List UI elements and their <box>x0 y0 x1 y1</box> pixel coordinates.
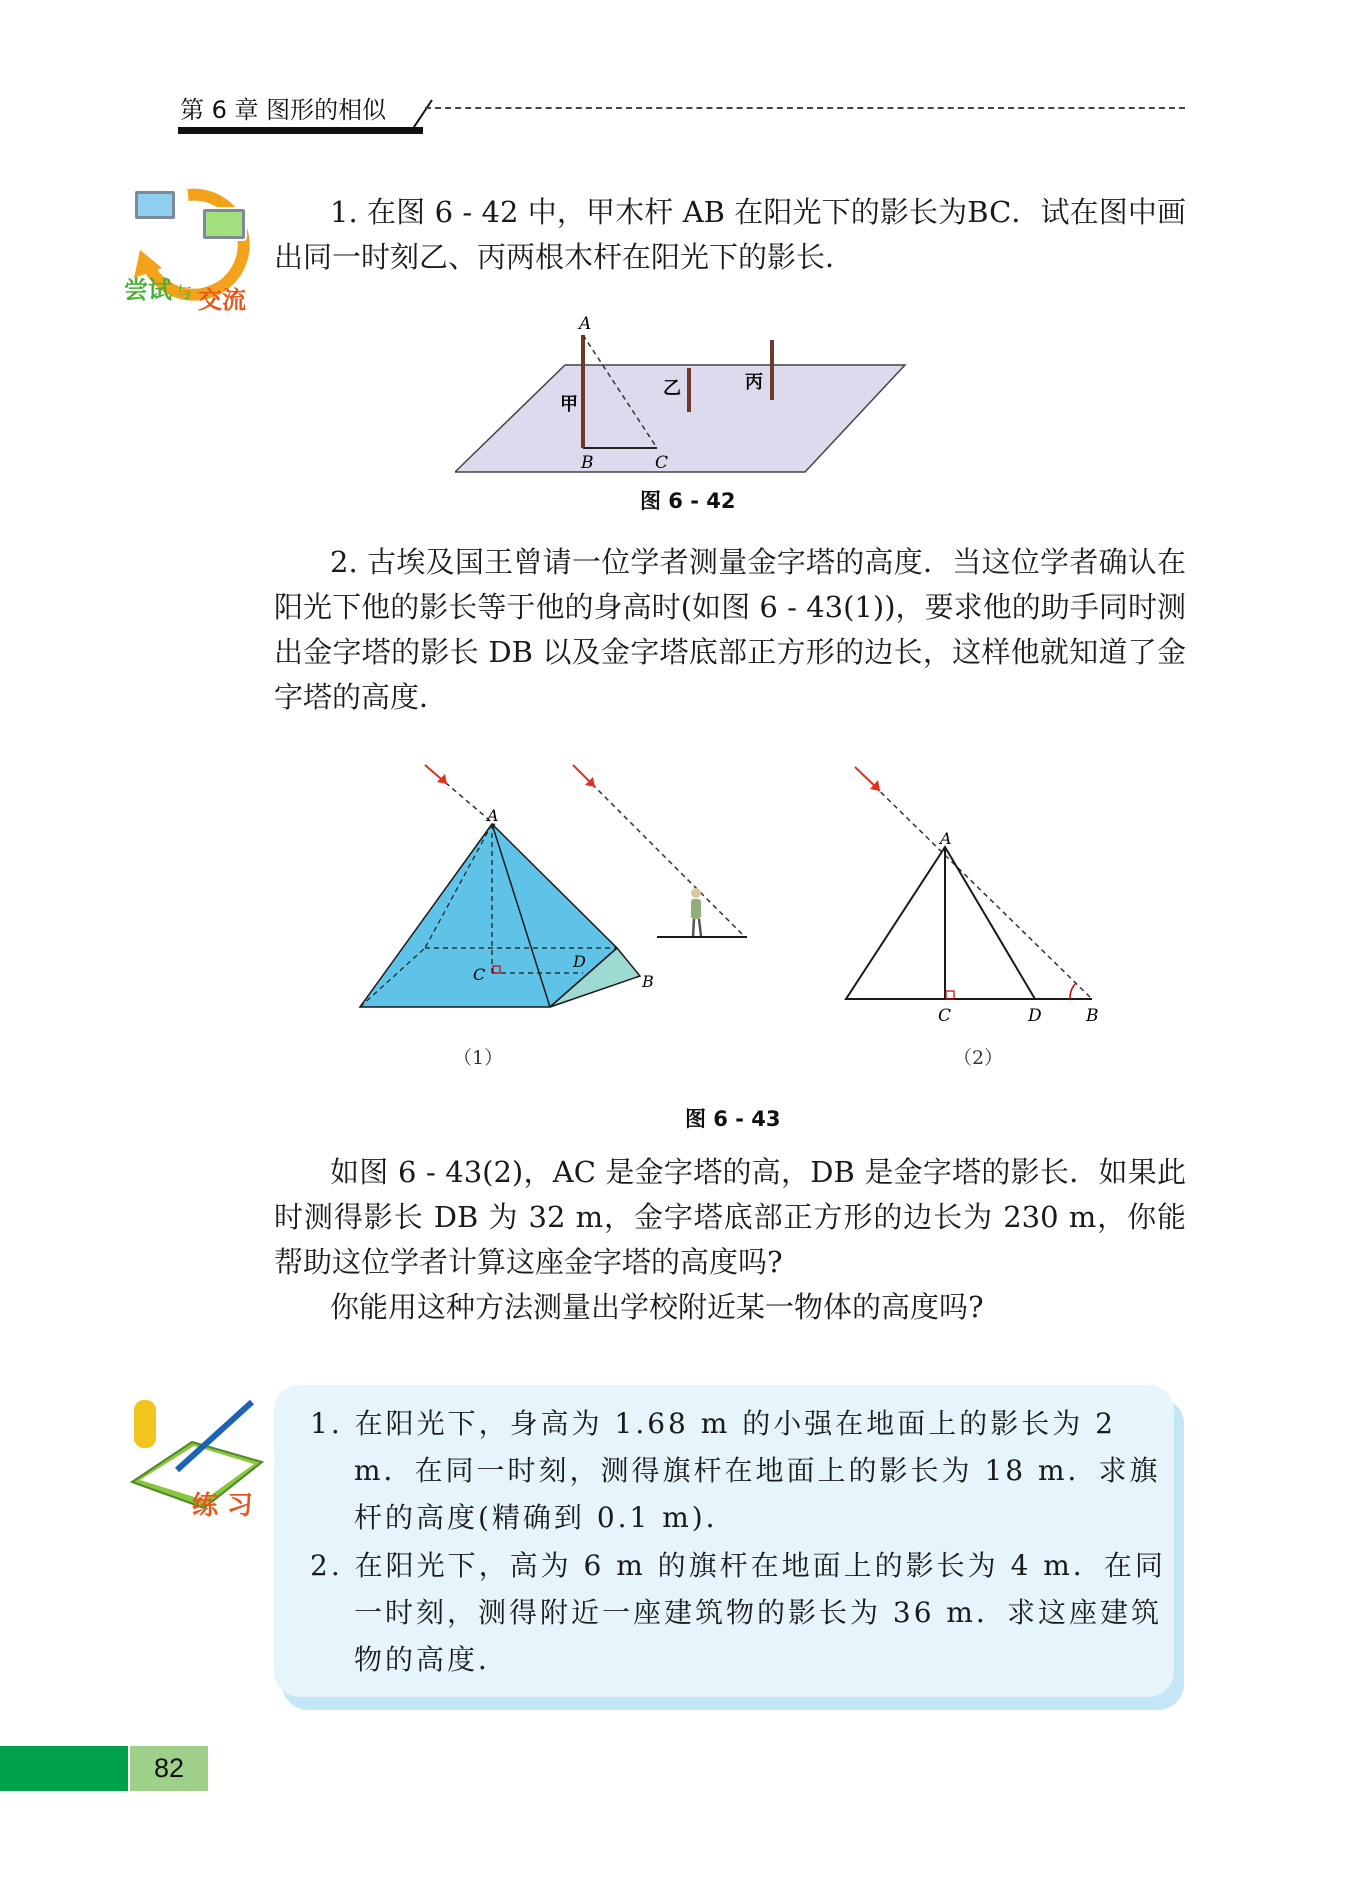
svg-text:B: B <box>1086 1006 1099 1026</box>
figure-6-43-sub2: （2） <box>953 1047 1004 1069</box>
figure-6-43-1 <box>355 755 765 1015</box>
question-1-text: 1. 在图 6 - 42 中，甲木杆 AB 在阳光下的影长为BC．试在图中画出同一时刻乙、丙两根木杆在阳光下的影长． <box>274 195 1186 274</box>
pyramid <box>360 824 617 1007</box>
footer-green-bar <box>0 1746 128 1791</box>
svg-text:A: A <box>487 806 499 825</box>
paragraph-3-text: 如图 6 - 43(2)，AC 是金字塔的高，DB 是金字塔的影长．如果此时测得影长 DB 为 32 m，金字塔底部正方形的边长为 230 m，你能帮助这位学者计算这座金字塔的高度吗? <box>274 1155 1186 1279</box>
header-bar <box>178 127 423 134</box>
practice-question-1: 1. 在阳光下，身高为 1.68 m 的小强在地面上的影长为 2 m．在同一时刻，测得旗杆在地面上的影长为 18 m．求旗杆的高度(精确到 0.1 m)． <box>310 1407 1161 1534</box>
label-bing: 丙 <box>745 372 763 393</box>
label-B: B <box>581 453 594 473</box>
svg-text:D: D <box>1028 1006 1042 1026</box>
pencil-cup-icon <box>134 1400 156 1448</box>
svg-text:交流: 交流 <box>198 285 246 314</box>
practice-badge <box>122 1390 272 1520</box>
question-2-text: 2. 古埃及国王曾请一位学者测量金字塔的高度．当这位学者确认在阳光下他的影长等于他的身高时(如图 6 - 43(1))，要求他的助手同时测出金字塔的影长 DB 以及金字塔底部正方形的边长，这样他就知道了金字塔的高度． <box>274 545 1186 714</box>
svg-text:尝试: 尝试 <box>124 275 172 304</box>
label-jia: 甲 <box>560 394 578 415</box>
chapter-title: 第 6 章 图形的相似 <box>180 96 387 124</box>
triangle <box>846 847 1035 999</box>
svg-text:B: B <box>642 972 654 991</box>
scholar-figure-icon <box>691 888 701 936</box>
svg-text:练 习: 练 习 <box>192 1491 254 1520</box>
figure-6-42 <box>455 310 915 480</box>
label-yi: 乙 <box>663 378 681 399</box>
practice-question-2: 2. 在阳光下，高为 6 m 的旗杆在地面上的影长为 4 m．在同一时刻，测得附近一座建筑物的影长为 36 m．求这座建筑物的高度． <box>310 1549 1166 1676</box>
figure-6-43-sub1: （1） <box>453 1047 504 1069</box>
header-dashed-line <box>425 107 1185 109</box>
header-slash <box>410 92 436 132</box>
svg-text:A: A <box>940 829 952 848</box>
svg-text:C: C <box>938 1006 952 1026</box>
figure-6-43-2 <box>830 755 1100 1035</box>
page-number: 82 <box>130 1746 208 1791</box>
figure-6-42-caption: 图 6 - 42 <box>640 489 736 513</box>
figure-6-43-caption: 图 6 - 43 <box>685 1107 781 1131</box>
svg-text:与: 与 <box>176 283 193 302</box>
paragraph-4-text: 你能用这种方法测量出学校附近某一物体的高度吗? <box>330 1290 984 1324</box>
label-C: C <box>655 453 669 473</box>
svg-text:C: C <box>473 965 486 984</box>
svg-text:D: D <box>573 952 586 971</box>
try-exchange-badge <box>118 180 268 320</box>
label-A: A <box>579 314 592 334</box>
